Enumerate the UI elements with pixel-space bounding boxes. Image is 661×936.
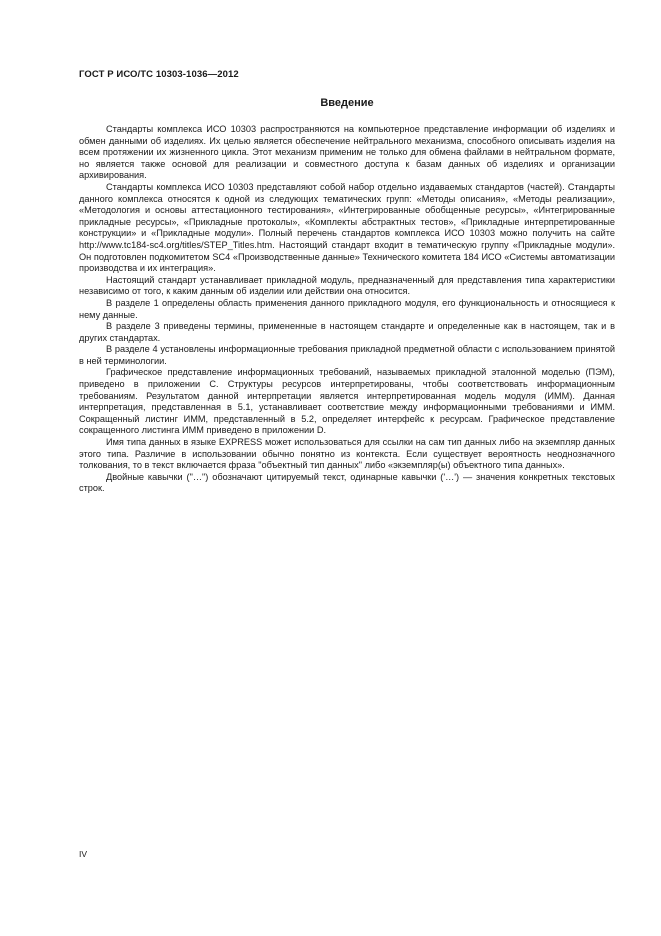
page-number: IV (79, 849, 88, 859)
paragraph-8: Имя типа данных в языке EXPRESS может использоваться для ссылки на сам тип данных либо на экземпляр данных этого типа. Различие в использовании обычно понятно из контекста. Если существует вероятность неоднозначного толкования, то в текст включается фраза "объектный тип данных" либо «экземпляр(ы) объектного типа данных». (79, 437, 615, 471)
introduction-body (79, 124, 615, 495)
paragraph-1: Стандарты комплекса ИСО 10303 распространяются на компьютерное представление информации об изделиях и обмен данными об изделиях. Их целью является обеспечение нейтрального механизма, способного описывать изделия на всем протяжении их жизненного цикла. Этот механизм применим не только для обмена файлами в нейтральном формате, но является также основой для реализации и совместного доступа к базам данных об изделиях и организации архивирования. (79, 124, 615, 181)
section-title: Введение (320, 97, 374, 109)
paragraph-7: Графическое представление информационных требований, называемых прикладной эталонной моделью (ПЭМ), приведено в приложении С. Структуры ресурсов интерпретированы, чтобы соответствовать информационным требованиям. Результатом данной интерпретации является интерпретированная модель модуля (ИММ). Данная интерпретация, представленная в 5.1, устанавливает соответствие между информационными требованиями и ИММ. Сокращенный листинг ИММ, представленный в 5.2, определяет интерфейс к ресурсам. Графическое представление сокращенного листинга ИММ приведено в приложении D. (79, 367, 615, 436)
paragraph-2: Стандарты комплекса ИСО 10303 представляют собой набор отдельно издаваемых стандартов (частей). Стандарты данного комплекса относятся к одной из следующих тематических групп: «Методы описания», «Методы реализации», «Методология и основы аттестационного тестирования», «Интегрированные обобщенные ресурсы», «Интегрированные прикладные ресурсы», «Прикладные протоколы», «Комплекты абстрактных тестов», «Прикладные интерпретированные конструкции» и «Прикладные модули». Полный перечень стандартов комплекса ИСО 10303 можно получить на сайте http://www.tc184-sc4.org/titles/STEP_Titles.htm. Настоящий стандарт входит в тематическую группу «Прикладные модули». Он подготовлен подкомитетом SC4 «Производственные данные» Технического комитета 184 ИСО «Системы автоматизации производства и их интеграция». (79, 181, 615, 274)
paragraph-4: В разделе 1 определены область применения данного прикладного модуля, его функциональность и относящиеся к нему данные. (79, 297, 615, 320)
paragraph-5: В разделе 3 приведены термины, примененные в настоящем стандарте и определенные как в настоящем, так и в других стандартах. (79, 321, 615, 343)
paragraph-3: Настоящий стандарт устанавливает прикладной модуль, предназначенный для представления типа характеристики независимо от того, к каким данным об изделии или действии она относится. (79, 274, 615, 297)
document-code-header: ГОСТ Р ИСО/ТС 10303-1036—2012 (79, 69, 239, 80)
paragraph-6: В разделе 4 установлены информационные требования прикладной предметной области с использованием принятой в ней терминологии. (79, 344, 615, 366)
paragraph-9: Двойные кавычки ("…") обозначают цитируемый текст, одинарные кавычки ('…') — значения конкретных текстовых строк. (79, 471, 615, 494)
